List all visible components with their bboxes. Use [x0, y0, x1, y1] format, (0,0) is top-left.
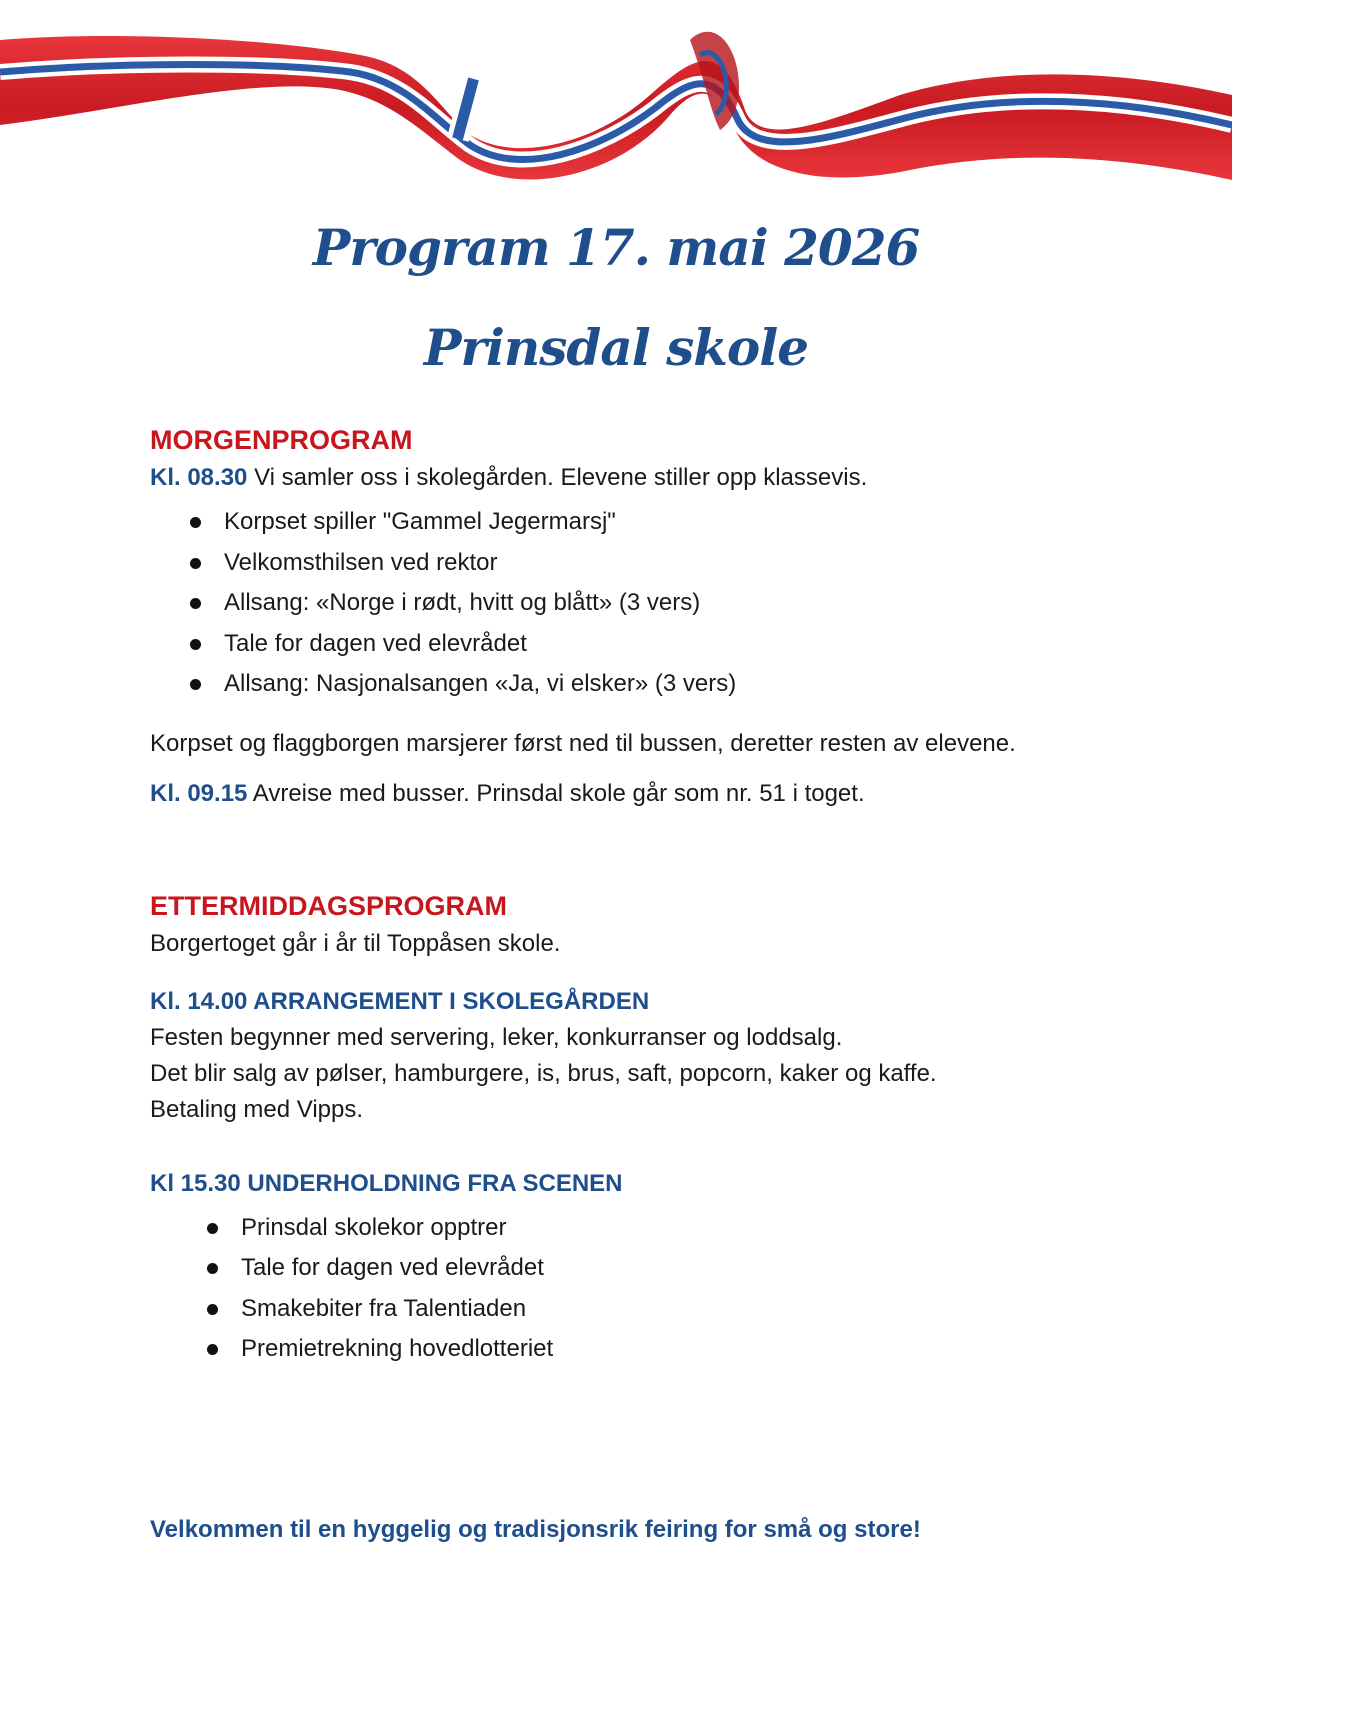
- morning-line-2: [150, 776, 1150, 812]
- list-item: Prinsdal skolekor opptrer: [150, 1208, 1150, 1249]
- morning-text-1: Vi samler oss i skolegården. Elevene stiller opp klassevis.: [247, 464, 868, 491]
- bullet-icon: [190, 639, 201, 650]
- morning-line-1: [150, 460, 1150, 496]
- bullet-icon: [190, 679, 201, 690]
- list-item: Tale for dagen ved elevrådet: [150, 624, 1150, 665]
- time-0830: Kl. 08.30: [150, 464, 248, 491]
- event-1-line: Festen begynner med servering, leker, konkurranser og loddsalg.: [150, 1023, 843, 1051]
- bullet-icon: [190, 517, 201, 528]
- morning-bullet-list: [150, 502, 1150, 705]
- bullet-icon: [207, 1223, 218, 1234]
- list-item: Allsang: «Norge i rødt, hvitt og blått» (3 vers): [150, 583, 1150, 624]
- morning-heading: MORGENPROGRAM: [150, 425, 413, 455]
- closing-message: Velkommen til en hyggelig og tradisjonsrik feiring for små og store!: [150, 1516, 921, 1543]
- list-item: Tale for dagen ved elevrådet: [150, 1248, 1150, 1289]
- event-1-heading: Kl. 14.00 ARRANGEMENT I SKOLEGÅRDEN: [150, 987, 650, 1015]
- bullet-icon: [207, 1304, 218, 1315]
- list-item: Premietrekning hovedlotteriet: [150, 1329, 1150, 1370]
- morning-text-2: Avreise med busser. Prinsdal skole går som nr. 51 i toget.: [247, 779, 865, 807]
- list-item: Velkomsthilsen ved rektor: [150, 543, 1150, 584]
- event-2-heading: Kl 15.30 UNDERHOLDNING FRA SCENEN: [150, 1169, 623, 1197]
- afternoon-intro: Borgertoget går i år til Toppåsen skole.: [150, 929, 561, 957]
- event-1-line: Betaling med Vipps.: [150, 1095, 364, 1123]
- list-item: Smakebiter fra Talentiaden: [150, 1289, 1150, 1330]
- program-content: [150, 420, 1150, 1370]
- event-1-line: Det blir salg av pølser, hamburgere, is, brus, saft, popcorn, kaker og kaffe.: [150, 1059, 937, 1087]
- flag-ribbon-decoration: [0, 0, 1232, 215]
- page-subtitle: Prinsdal skole: [423, 318, 809, 377]
- bullet-icon: [207, 1263, 218, 1274]
- page-title: Program 17. mai 2026: [312, 218, 920, 277]
- morning-paragraph: Korpset og flaggborgen marsjerer først ned til bussen, deretter resten av elevene.: [150, 729, 1016, 757]
- bullet-icon: [207, 1344, 218, 1355]
- time-0915: Kl. 09.15: [150, 779, 248, 807]
- list-item: Allsang: Nasjonalsangen «Ja, vi elsker» (3 vers): [150, 664, 1150, 705]
- event-2-bullet-list: [150, 1208, 1150, 1370]
- afternoon-heading: ETTERMIDDAGSPROGRAM: [150, 890, 507, 921]
- list-item: Korpset spiller "Gammel Jegermarsj": [150, 502, 1150, 543]
- bullet-icon: [190, 598, 201, 609]
- bullet-icon: [190, 558, 201, 569]
